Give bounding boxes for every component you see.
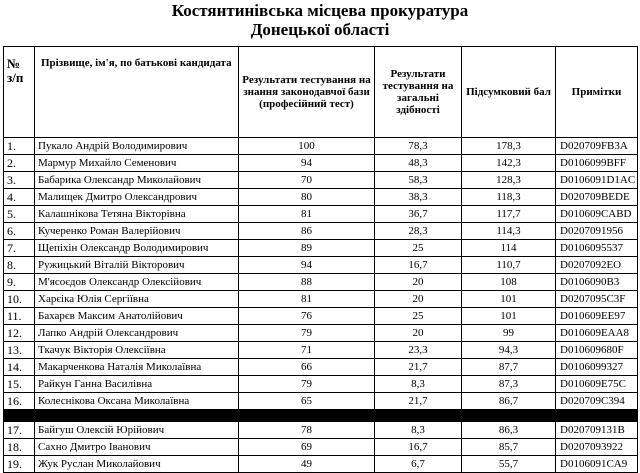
header-name: Прізвище, ім'я, по батькові кандидата	[35, 47, 239, 138]
table-row	[4, 240, 638, 257]
candidate-name: Бахарєв Максим Анатолійович	[35, 308, 239, 325]
note-code: D0207093922	[556, 439, 638, 456]
total-score: 117,7	[462, 206, 556, 223]
table-row	[4, 359, 638, 376]
separator-row	[4, 410, 638, 422]
ability-test-score: 78,3	[375, 138, 462, 155]
note-code: D010609680F	[556, 342, 638, 359]
total-score: 86,3	[462, 422, 556, 439]
note-code: D0207091956	[556, 223, 638, 240]
table-row	[4, 138, 638, 155]
ability-test-score: 8,3	[375, 376, 462, 393]
candidate-name: М'ясоєдов Олександр Олексійович	[35, 274, 239, 291]
total-score: 118,3	[462, 189, 556, 206]
law-test-score: 94	[239, 257, 375, 274]
ability-test-score: 20	[375, 274, 462, 291]
law-test-score: 78	[239, 422, 375, 439]
row-number: 2.	[4, 155, 35, 172]
ability-test-score: 16,7	[375, 257, 462, 274]
table-row	[4, 206, 638, 223]
note-code: D0207092EO	[556, 257, 638, 274]
table-body-top	[4, 138, 638, 410]
law-test-score: 89	[239, 240, 375, 257]
row-number: 5.	[4, 206, 35, 223]
candidate-name: Щепіхін Олександр Володимирович	[35, 240, 239, 257]
ability-test-score: 38,3	[375, 189, 462, 206]
note-code: D010609EE97	[556, 308, 638, 325]
note-code: D010609E75C	[556, 376, 638, 393]
law-test-score: 81	[239, 206, 375, 223]
total-score: 87,3	[462, 376, 556, 393]
table-row	[4, 155, 638, 172]
law-test-score: 69	[239, 439, 375, 456]
note-code: D0106090B3	[556, 274, 638, 291]
law-test-score: 79	[239, 376, 375, 393]
ability-test-score: 6,7	[375, 456, 462, 473]
law-test-score: 65	[239, 393, 375, 410]
note-code: D020709131B	[556, 422, 638, 439]
candidate-name: Райкун Ганна Василівна	[35, 376, 239, 393]
note-code: D0106099327	[556, 359, 638, 376]
total-score: 128,3	[462, 172, 556, 189]
candidate-name: Харєіка Юлія Сергіївна	[35, 291, 239, 308]
row-number: 9.	[4, 274, 35, 291]
header-law-test: Результати тестування на знання законодавчої бази (професійний тест)	[239, 47, 375, 138]
table-header-row	[4, 47, 638, 138]
table-row	[4, 291, 638, 308]
table-row	[4, 393, 638, 410]
note-code: D0207095C3F	[556, 291, 638, 308]
table-row	[4, 308, 638, 325]
law-test-score: 66	[239, 359, 375, 376]
row-number: 18.	[4, 439, 35, 456]
ability-test-score: 36,7	[375, 206, 462, 223]
law-test-score: 100	[239, 138, 375, 155]
ability-test-score: 21,7	[375, 393, 462, 410]
law-test-score: 94	[239, 155, 375, 172]
law-test-score: 81	[239, 291, 375, 308]
total-score: 94,3	[462, 342, 556, 359]
candidate-name: Колеснікова Оксана Миколаївна	[35, 393, 239, 410]
row-number: 7.	[4, 240, 35, 257]
total-score: 114	[462, 240, 556, 257]
candidate-name: Кучеренко Роман Валерійович	[35, 223, 239, 240]
note-code: D0106095537	[556, 240, 638, 257]
candidate-name: Макарченкова Наталія Миколаївна	[35, 359, 239, 376]
law-test-score: 79	[239, 325, 375, 342]
note-code: D020709BEDE	[556, 189, 638, 206]
note-code: D020709C394	[556, 393, 638, 410]
table-row	[4, 439, 638, 456]
note-code: D0106091CA9	[556, 456, 638, 473]
table-row	[4, 342, 638, 359]
note-code: D0106091D1AC	[556, 172, 638, 189]
ability-test-score: 58,3	[375, 172, 462, 189]
table-row	[4, 172, 638, 189]
law-test-score: 71	[239, 342, 375, 359]
note-code: D010609CABD	[556, 206, 638, 223]
row-number: 12.	[4, 325, 35, 342]
candidate-name: Калашнікова Тетяна Вікторівна	[35, 206, 239, 223]
table-separator	[4, 410, 638, 422]
total-score: 101	[462, 308, 556, 325]
law-test-score: 70	[239, 172, 375, 189]
row-number: 3.	[4, 172, 35, 189]
law-test-score: 88	[239, 274, 375, 291]
row-number: 19.	[4, 456, 35, 473]
table-row	[4, 257, 638, 274]
table-row	[4, 456, 638, 473]
total-score: 110,7	[462, 257, 556, 274]
ability-test-score: 20	[375, 291, 462, 308]
ability-test-score: 23,3	[375, 342, 462, 359]
row-number: 4.	[4, 189, 35, 206]
candidate-name: Байгуш Олексій Юрійович	[35, 422, 239, 439]
row-number: 11.	[4, 308, 35, 325]
row-number: 6.	[4, 223, 35, 240]
table-row	[4, 274, 638, 291]
total-score: 55,7	[462, 456, 556, 473]
header-number: № з/п	[4, 47, 35, 138]
ability-test-score: 21,7	[375, 359, 462, 376]
row-number: 8.	[4, 257, 35, 274]
table-row	[4, 223, 638, 240]
total-score: 114,3	[462, 223, 556, 240]
row-number: 1.	[4, 138, 35, 155]
candidate-name: Сахно Дмитро Іванович	[35, 439, 239, 456]
row-number: 17.	[4, 422, 35, 439]
ability-test-score: 16,7	[375, 439, 462, 456]
table-body-bottom	[4, 422, 638, 473]
ability-test-score: 28,3	[375, 223, 462, 240]
total-score: 86,7	[462, 393, 556, 410]
row-number: 15.	[4, 376, 35, 393]
ability-test-score: 25	[375, 308, 462, 325]
total-score: 108	[462, 274, 556, 291]
note-code: D0106099BFF	[556, 155, 638, 172]
total-score: 142,3	[462, 155, 556, 172]
law-test-score: 80	[239, 189, 375, 206]
law-test-score: 76	[239, 308, 375, 325]
note-code: D020709FB3A	[556, 138, 638, 155]
candidate-name: Ружицький Віталій Вікторович	[35, 257, 239, 274]
row-number: 10.	[4, 291, 35, 308]
header-ability-test: Результати тестування на загальні здібності	[375, 47, 462, 138]
ability-test-score: 48,3	[375, 155, 462, 172]
law-test-score: 86	[239, 223, 375, 240]
table-row	[4, 376, 638, 393]
candidate-name: Ткачук Вікторія Олексіївна	[35, 342, 239, 359]
separator-cell	[4, 410, 638, 422]
candidate-name: Малищек Дмитро Олександрович	[35, 189, 239, 206]
total-score: 101	[462, 291, 556, 308]
table-row	[4, 422, 638, 439]
page-title: Костянтинівська місцева прокуратура	[171, 1, 469, 20]
row-number: 16.	[4, 393, 35, 410]
row-number: 14.	[4, 359, 35, 376]
note-code: D010609EAA8	[556, 325, 638, 342]
total-score: 87,7	[462, 359, 556, 376]
table-row	[4, 189, 638, 206]
ability-test-score: 8,3	[375, 422, 462, 439]
candidate-name: Мармур Михайло Семенович	[35, 155, 239, 172]
total-score: 85,7	[462, 439, 556, 456]
page-subtitle: Донецької області	[250, 20, 390, 39]
results-table	[3, 46, 638, 473]
table-row	[4, 325, 638, 342]
law-test-score: 49	[239, 456, 375, 473]
candidate-name: Жук Руслан Миколайович	[35, 456, 239, 473]
candidate-name: Лапко Андрій Олександрович	[35, 325, 239, 342]
total-score: 178,3	[462, 138, 556, 155]
header-total-score: Підсумковий бал	[462, 47, 556, 138]
total-score: 99	[462, 325, 556, 342]
candidate-name: Бабарика Олександр Миколайович	[35, 172, 239, 189]
header-notes: Примітки	[556, 47, 638, 138]
candidate-name: Пукало Андрій Володимирович	[35, 138, 239, 155]
row-number: 13.	[4, 342, 35, 359]
ability-test-score: 25	[375, 240, 462, 257]
ability-test-score: 20	[375, 325, 462, 342]
